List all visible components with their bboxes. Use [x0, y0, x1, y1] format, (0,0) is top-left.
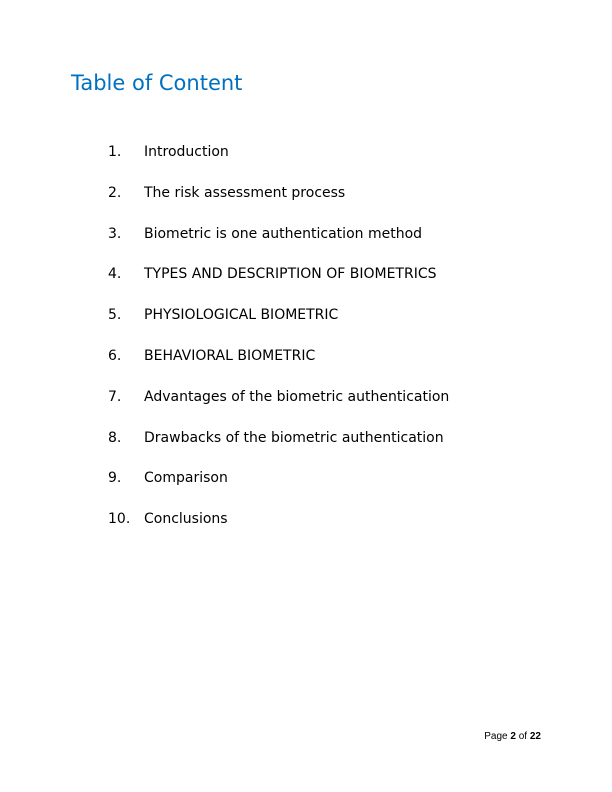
toc-item-number: 10. [108, 511, 131, 528]
of-label: of [518, 731, 528, 742]
toc-item-text: Comparison [144, 470, 228, 487]
toc-item-text: BEHAVIORAL BIOMETRIC [144, 347, 316, 364]
total-pages-number: 22 [529, 731, 541, 742]
toc-item-number: 5. [108, 307, 122, 324]
toc-item-text: Advantages of the biometric authentication [144, 388, 450, 405]
toc-item-text: Biometric is one authentication method [144, 225, 423, 242]
toc-item [0, 183, 612, 224]
toc-item-text: Drawbacks of the biometric authentication [144, 429, 444, 446]
toc-item [0, 509, 612, 550]
toc-item-text: PHYSIOLOGICAL BIOMETRIC [144, 307, 339, 324]
toc-item-text: The risk assessment process [144, 184, 346, 201]
toc-item-text: TYPES AND DESCRIPTION OF BIOMETRICS [144, 266, 437, 283]
toc-item [0, 468, 612, 509]
toc-item-number: 2. [108, 184, 122, 201]
toc-item-text: Conclusions [144, 511, 228, 528]
page-title: Table of Content [71, 71, 243, 95]
toc-item [0, 142, 612, 183]
toc-item-number: 9. [108, 470, 122, 487]
toc-item-number: 1. [108, 144, 122, 160]
toc-item-number: 7. [108, 388, 122, 405]
page-prefix-label: Page [484, 731, 508, 742]
toc-item [0, 224, 612, 265]
toc-item-number: 3. [108, 225, 122, 242]
toc-item [0, 346, 612, 387]
toc-item-number: 4. [108, 266, 122, 283]
page-number-footer [484, 730, 541, 744]
toc-item-text: Introduction [144, 144, 229, 160]
toc-item [0, 387, 612, 428]
toc-item [0, 264, 612, 305]
toc-item-number: 8. [108, 429, 122, 446]
toc-item [0, 305, 612, 346]
toc-item-number: 6. [108, 347, 122, 364]
current-page-number: 2 [510, 731, 516, 742]
table-of-contents [0, 142, 612, 550]
toc-item [0, 428, 612, 469]
